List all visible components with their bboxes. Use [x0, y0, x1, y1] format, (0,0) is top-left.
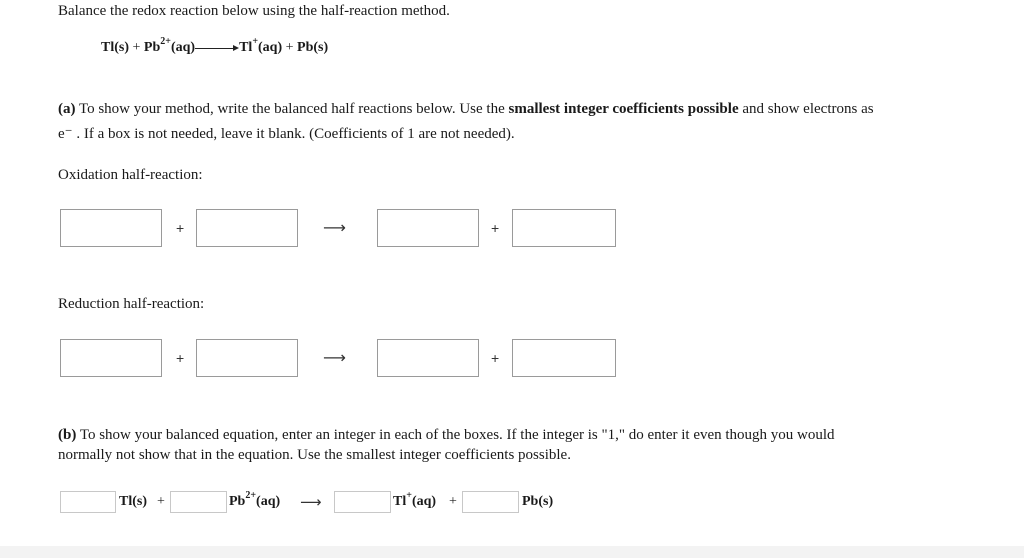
reactant-tl: Tl(s) [101, 40, 129, 55]
oxidation-product-box-1[interactable] [377, 209, 479, 247]
footer-bar [0, 546, 1024, 558]
plus-sign: + [491, 220, 500, 236]
plus-sign: + [176, 350, 185, 366]
charge: 2+ [245, 490, 257, 501]
species-symbol: Pb [229, 494, 246, 509]
state: (aq) [256, 494, 281, 509]
charge: 2+ [160, 36, 171, 47]
coefficient-input-tl[interactable] [60, 491, 116, 513]
arrow-icon: ⟶ [300, 493, 322, 511]
plus-sign: + [132, 40, 141, 55]
species-tl: Tl(s) [119, 494, 147, 509]
part-a-text: and show electrons as [738, 101, 874, 117]
reduction-reactant-box-2[interactable] [196, 339, 298, 377]
plus-sign: + [157, 494, 165, 509]
plus-sign: + [285, 40, 294, 55]
product-tl: Tl [239, 40, 253, 55]
part-a-label: (a) [58, 101, 76, 117]
coefficient-input-tl-plus[interactable] [334, 491, 391, 513]
oxidation-label: Oxidation half-reaction: [58, 167, 203, 183]
product-pb: Pb(s) [297, 40, 329, 55]
species-symbol: Tl [393, 494, 407, 509]
reduction-product-box-1[interactable] [377, 339, 479, 377]
species-pb: Pb(s) [522, 494, 554, 509]
reduction-product-box-2[interactable] [512, 339, 616, 377]
oxidation-reactant-box-2[interactable] [196, 209, 298, 247]
coefficient-input-pb2[interactable] [170, 491, 227, 513]
part-b-instructions [58, 425, 835, 445]
reduction-label: Reduction half-reaction: [58, 296, 205, 312]
part-a-text: To show your method, write the balanced half reactions below. Use the [75, 101, 509, 117]
part-a-instructions-line2: e⁻ . If a box is not needed, leave it blank. (Coefficients of 1 are not needed). [58, 126, 515, 142]
reaction-arrow-icon [195, 43, 239, 53]
species-tl-plus [393, 490, 437, 510]
part-b-instructions-line2: normally not show that in the equation. Use the smallest integer coefficients possible. [58, 447, 571, 463]
oxidation-product-box-2[interactable] [512, 209, 616, 247]
part-a-instructions [58, 99, 874, 119]
plus-sign: + [176, 220, 185, 236]
plus-sign: + [491, 350, 500, 366]
part-a-emphasis: smallest integer coefficients possible [508, 101, 739, 117]
state: (aq) [411, 494, 437, 509]
plus-sign: + [449, 494, 457, 509]
state: (aq) [170, 40, 196, 55]
charge: + [406, 490, 412, 501]
part-b-label: (b) [58, 427, 77, 443]
charge: + [252, 36, 259, 47]
part-b-text: To show your balanced equation, enter an integer in each of the boxes. If the integer is "1," do enter it even though you would [76, 427, 835, 443]
reduction-reactant-box-1[interactable] [60, 339, 162, 377]
reactant-pb: Pb [143, 40, 161, 55]
reaction-equation [101, 36, 329, 56]
state: (aq) [258, 40, 283, 55]
arrow-icon: ⟶ [323, 218, 346, 237]
coefficient-input-pb[interactable] [462, 491, 519, 513]
species-pb2 [229, 490, 281, 510]
instruction-text: Balance the redox reaction below using the half-reaction method. [58, 3, 450, 19]
oxidation-reactant-box-1[interactable] [60, 209, 162, 247]
arrow-icon: ⟶ [323, 348, 346, 367]
